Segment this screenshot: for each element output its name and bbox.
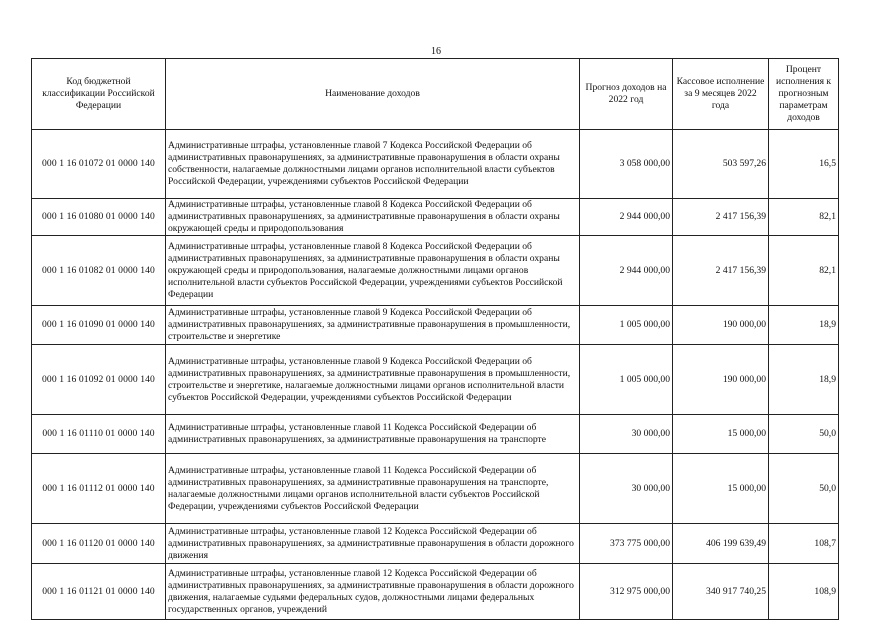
row-name-cell: Административные штрафы, установленные главой 12 Кодекса Российской Федерации об административных правонарушениях, за административные правонарушения в области дорожного движения, налагаемые судьями федеральных судов, должностными лицами федеральных государственных органов, учреждений [166,564,580,620]
row-name-cell: Административные штрафы, установленные главой 11 Кодекса Российской Федерации об административных правонарушениях, за административные правонарушения на транспорте [166,415,580,454]
header-forecast: Прогноз доходов на 2022 год [580,59,673,130]
row-execution-cell: 15 000,00 [673,415,769,454]
row-code-cell: 000 1 16 01112 01 0000 140 [32,454,166,524]
row-name-cell: Административные штрафы, установленные главой 9 Кодекса Российской Федерации об административных правонарушениях, за административные правонарушения в промышленности, строительстве и энергетике, налагаемые должностными лицами органов исполнительной власти субъектов Российской Федерации, учреждениями субъектов Российской Федерации [166,345,580,415]
table-header-row [32,59,839,130]
row-code-cell: 000 1 16 01092 01 0000 140 [32,345,166,415]
row-name-cell: Административные штрафы, установленные главой 11 Кодекса Российской Федерации об административных правонарушениях, за административные правонарушения на транспорте, налагаемые должностными лицами органов исполнительной власти субъектов Российской Федерации, учреждениями субъектов Российской Федерации [166,454,580,524]
row-forecast-cell: 30 000,00 [580,454,673,524]
page-number: 16 [431,46,441,57]
row-code-cell: 000 1 16 01090 01 0000 140 [32,306,166,345]
table-row [32,454,839,524]
table-row [32,306,839,345]
row-forecast-cell: 2 944 000,00 [580,199,673,236]
row-execution-cell: 503 597,26 [673,130,769,199]
header-name: Наименование доходов [166,59,580,130]
row-name-cell: Административные штрафы, установленные главой 8 Кодекса Российской Федерации об административных правонарушениях, за административные правонарушения в области охраны окружающей среды и природопользования [166,199,580,236]
row-forecast-cell: 2 944 000,00 [580,236,673,306]
row-code-cell: 000 1 16 01082 01 0000 140 [32,236,166,306]
row-forecast-cell: 1 005 000,00 [580,306,673,345]
row-name-cell: Административные штрафы, установленные главой 7 Кодекса Российской Федерации об административных правонарушениях, за административные правонарушения в области охраны собственности, налагаемые должностными лицами органов исполнительной власти субъектов Российской Федерации, учреждениями субъектов Российской Федерации [166,130,580,199]
table-row [32,345,839,415]
table-row [32,130,839,199]
row-percent-cell: 108,9 [769,564,839,620]
row-percent-cell: 50,0 [769,415,839,454]
revenue-table [31,58,839,620]
table-body [32,130,839,620]
row-forecast-cell: 312 975 000,00 [580,564,673,620]
table-row [32,199,839,236]
row-percent-cell: 82,1 [769,236,839,306]
row-name-cell: Административные штрафы, установленные главой 9 Кодекса Российской Федерации об административных правонарушениях, за административные правонарушения в промышленности, строительстве и энергетике [166,306,580,345]
table-row [32,415,839,454]
row-name-cell: Административные штрафы, установленные главой 8 Кодекса Российской Федерации об административных правонарушениях, за административные правонарушения в области охраны окружающей среды и природопользования, налагаемые должностными лицами органов исполнительной власти субъектов Российской Федерации, учреждениями субъектов Российской Федерации [166,236,580,306]
row-code-cell: 000 1 16 01120 01 0000 140 [32,524,166,564]
row-percent-cell: 108,7 [769,524,839,564]
row-execution-cell: 340 917 740,25 [673,564,769,620]
header-percent: Процент исполнения к прогнозным параметрам доходов [769,59,839,130]
row-execution-cell: 15 000,00 [673,454,769,524]
table-row [32,564,839,620]
row-forecast-cell: 1 005 000,00 [580,345,673,415]
row-name-cell: Административные штрафы, установленные главой 12 Кодекса Российской Федерации об административных правонарушениях, за административные правонарушения в области дорожного движения [166,524,580,564]
row-percent-cell: 18,9 [769,345,839,415]
row-execution-cell: 190 000,00 [673,345,769,415]
table-row [32,236,839,306]
row-execution-cell: 406 199 639,49 [673,524,769,564]
table-row [32,524,839,564]
row-percent-cell: 16,5 [769,130,839,199]
row-percent-cell: 50,0 [769,454,839,524]
row-code-cell: 000 1 16 01121 01 0000 140 [32,564,166,620]
row-percent-cell: 18,9 [769,306,839,345]
header-code: Код бюджетной классификации Российской Федерации [32,59,166,130]
header-execution: Кассовое исполнение за 9 месяцев 2022 года [673,59,769,130]
row-forecast-cell: 30 000,00 [580,415,673,454]
row-code-cell: 000 1 16 01080 01 0000 140 [32,199,166,236]
row-execution-cell: 2 417 156,39 [673,199,769,236]
row-execution-cell: 2 417 156,39 [673,236,769,306]
row-code-cell: 000 1 16 01072 01 0000 140 [32,130,166,199]
row-forecast-cell: 373 775 000,00 [580,524,673,564]
row-forecast-cell: 3 058 000,00 [580,130,673,199]
row-execution-cell: 190 000,00 [673,306,769,345]
row-percent-cell: 82,1 [769,199,839,236]
row-code-cell: 000 1 16 01110 01 0000 140 [32,415,166,454]
